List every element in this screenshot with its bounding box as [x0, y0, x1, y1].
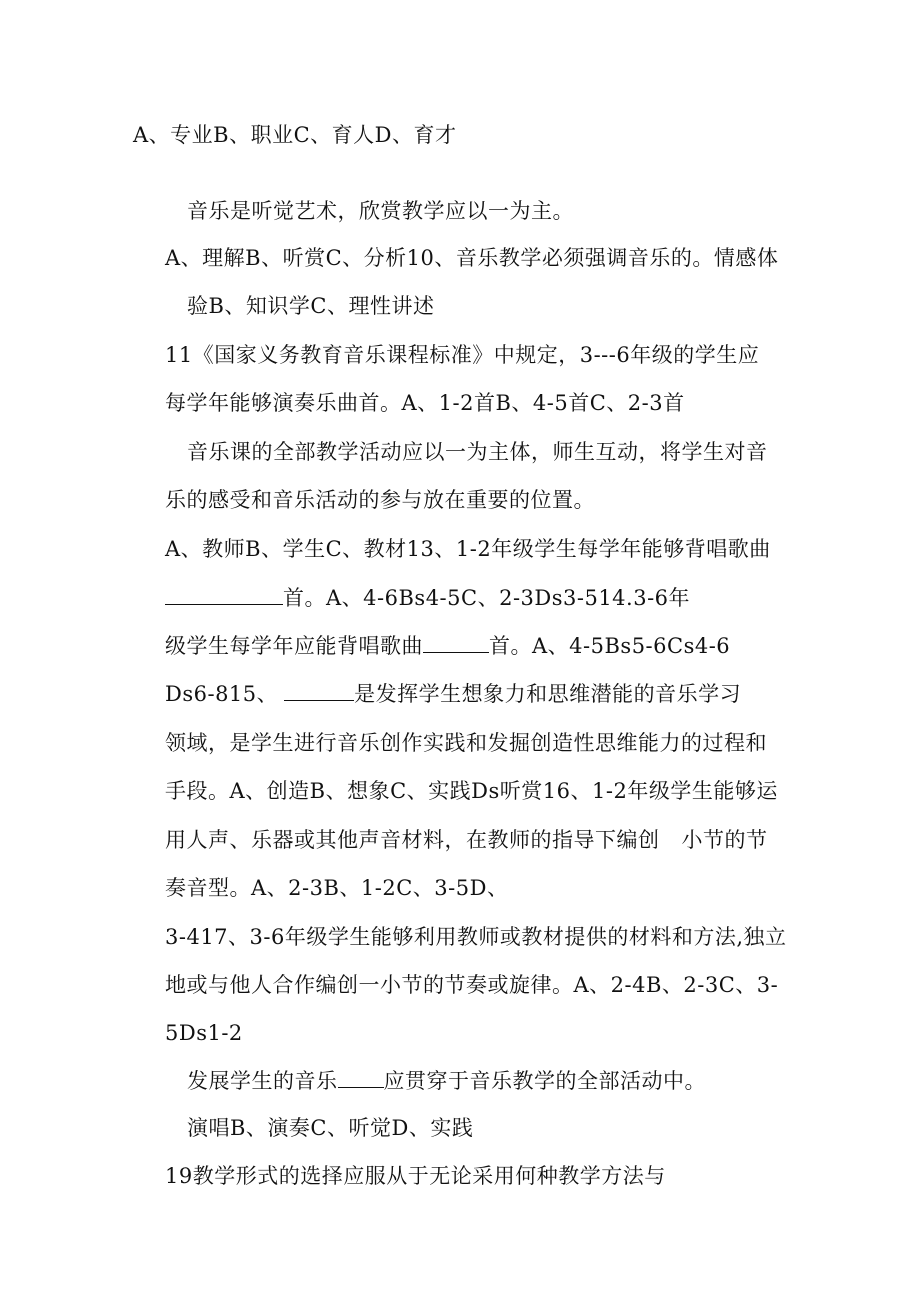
text-line-with-blank [165, 631, 730, 661]
text-line: A、教师B、学生C、教材13、1-2年级学生每学年能够背唱歌曲 [165, 537, 771, 561]
fill-blank[interactable] [284, 680, 354, 701]
text-segment: 小节的节 [681, 828, 768, 852]
text-line: 每学年能够演奏乐曲首。A、1-2首B、4-5首C、2-3首 [165, 391, 685, 415]
text-segment: 首。A、4-6Bs4-5C、2-3Ds3-514.3-6年 [283, 586, 691, 610]
text-line: A、理解B、听赏C、分析10、音乐教学必须强调音乐的。情感体 [165, 246, 779, 270]
text-line-with-blank [165, 679, 741, 709]
text-line: 演唱B、演奏C、听觉D、实践 [187, 1116, 474, 1140]
text-line: 乐的感受和音乐活动的参与放在重要的位置。 [165, 488, 595, 512]
text-line: 19教学形式的选择应服从于无论采用何种教学方法与 [165, 1164, 666, 1188]
fill-blank[interactable] [165, 584, 283, 605]
text-segment: Ds6-815、 [165, 682, 279, 706]
fill-blank[interactable] [338, 1067, 384, 1088]
text-segment: 发展学生的音乐 [187, 1069, 338, 1093]
text-segment: 首。A、4-5Bs5-6Cs4-6 [489, 634, 731, 658]
text-line: 领域，是学生进行音乐创作实践和发掘创造性思维能力的过程和 [165, 731, 767, 755]
text-line: 11《国家义务教育音乐课程标准》中规定，3---6年级的学生应 [165, 343, 760, 367]
text-segment: 应贯穿于音乐教学的全部活动中。 [383, 1069, 706, 1093]
text-line: 验B、知识学C、理性讲述 [187, 294, 435, 318]
text-line-with-gap [165, 825, 768, 855]
text-segment: 是发挥学生想象力和思维潜能的音乐学习 [354, 682, 742, 706]
fill-blank[interactable] [423, 632, 489, 653]
text-line: A、专业B、职业C、育人D、育才 [133, 123, 457, 147]
text-line: 地或与他人合作编创一小节的节奏或旋律。A、2-4B、2-3C、3- [165, 973, 779, 997]
text-line: 3-417、3-6年级学生能够利用教师或教材提供的材料和方法,独立 [165, 925, 787, 949]
text-segment: 用人声、乐器或其他声音材料，在教师的指导下编创 [165, 828, 660, 852]
text-line: 音乐课的全部教学活动应以一为主体，师生互动，将学生对音 [187, 440, 768, 464]
text-line: 音乐是听觉艺术，欣赏教学应以一为主。 [187, 199, 574, 223]
text-line-with-blank [165, 583, 690, 613]
text-line: 5Ds1-2 [165, 1021, 243, 1045]
text-line: 手段。A、创造B、想象C、实践Ds听赏16、1-2年级学生能够运 [165, 779, 778, 803]
text-line: 奏音型。A、2-3B、1-2C、3-5D、 [165, 876, 509, 900]
text-segment: 级学生每学年应能背唱歌曲 [165, 634, 423, 658]
text-line-with-blank [187, 1066, 706, 1096]
